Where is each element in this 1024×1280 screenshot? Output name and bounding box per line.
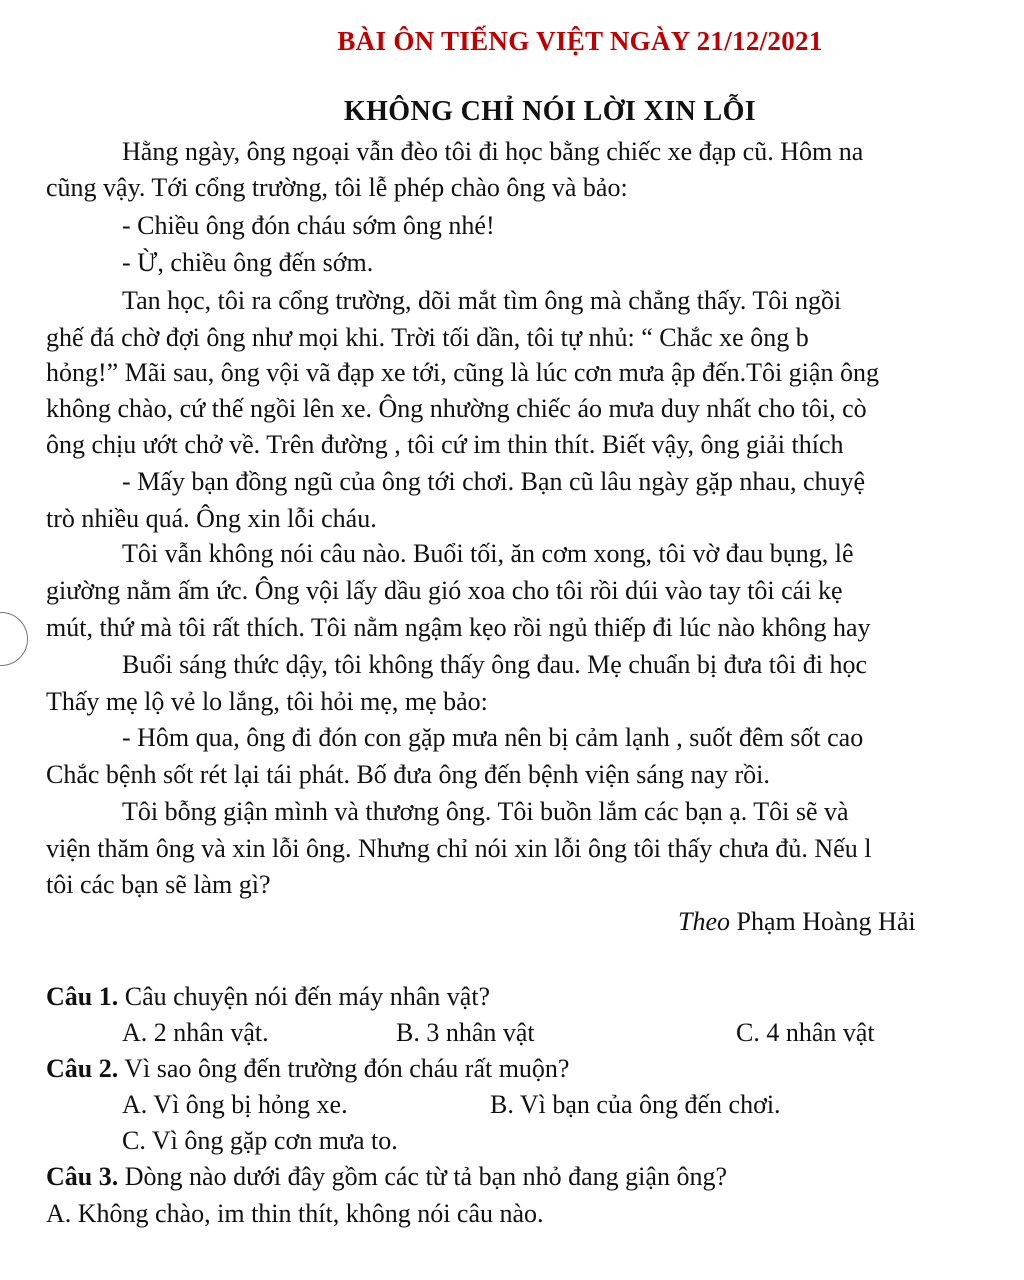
attribution-prefix: Theo [678,907,730,936]
question-2-option-b: B. Vì bạn của ông đến chơi. [490,1090,781,1119]
attribution-author: Phạm Hoàng Hải [730,907,916,936]
story-line: - Chiều ông đón cháu sớm ông nhé! [122,211,495,240]
binder-hole [0,612,28,666]
question-2-label: Câu 2. [46,1054,119,1083]
story-line: Buổi sáng thức dậy, tôi không thấy ông đau. Mẹ chuẩn bị đưa tôi đi học [122,650,867,679]
story-line: ông chịu ướt chở về. Trên đường , tôi cứ im thin thít. Biết vậy, ông giải thích [46,430,844,459]
question-1-text [46,980,490,1014]
story-line: Chắc bệnh sốt rét lại tái phát. Bố đưa ông đến bệnh viện sáng nay rồi. [46,760,770,789]
story-line: không chào, cứ thế ngồi lên xe. Ông nhường chiếc áo mưa duy nhất cho tôi, cò [46,394,867,423]
story-line: Tôi vẫn không nói câu nào. Buổi tối, ăn cơm xong, tôi vờ đau bụng, lê [122,539,854,568]
question-1-option-a: A. 2 nhân vật. [122,1018,269,1047]
story-line: ghế đá chờ đợi ông như mọi khi. Trời tối dần, tôi tự nhủ: “ Chắc xe ông b [46,323,809,352]
question-2-prompt: Vì sao ông đến trường đón cháu rất muộn? [118,1054,570,1083]
story-line: Tôi bỗng giận mình và thương ông. Tôi buồn lắm các bạn ạ. Tôi sẽ và [122,797,849,826]
lesson-title: BÀI ÔN TIẾNG VIỆT NGÀY 21/12/2021 [337,26,823,56]
question-3-prompt: Dòng nào dưới đây gồm các từ tả bạn nhỏ đang giận ông? [118,1162,727,1191]
story-line: Hằng ngày, ông ngoại vẫn đèo tôi đi học bằng chiếc xe đạp cũ. Hôm na [122,137,864,166]
story-line: giường nằm ấm ức. Ông vội lấy dầu gió xoa cho tôi rồi dúi vào tay tôi cái kẹ [46,576,843,605]
story-line: cũng vậy. Tới cổng trường, tôi lễ phép chào ông và bảo: [46,173,628,202]
story-line: - Mấy bạn đồng ngũ của ông tới chơi. Bạn cũ lâu ngày gặp nhau, chuyệ [122,467,866,496]
story-line: tôi các bạn sẽ làm gì? [46,870,271,899]
question-1-option-c: C. 4 nhân vật [736,1018,875,1047]
story-line: - Ừ, chiều ông đến sớm. [122,248,374,277]
question-2-option-a: A. Vì ông bị hỏng xe. [122,1090,348,1119]
question-3-text [46,1160,727,1194]
story-line: Tan học, tôi ra cổng trường, dõi mắt tìm ông mà chẳng thấy. Tôi ngồi [122,286,842,315]
story-line: Thấy mẹ lộ vẻ lo lắng, tôi hỏi mẹ, mẹ bảo: [46,687,488,716]
question-1-prompt: Câu chuyện nói đến máy nhân vật? [118,982,491,1011]
question-2-option-c: C. Vì ông gặp cơn mưa to. [122,1126,398,1155]
question-3-option-a: A. Không chào, im thin thít, không nói câu nào. [46,1199,544,1228]
story-title: KHÔNG CHỈ NÓI LỜI XIN LỖI [343,96,757,127]
question-3-label: Câu 3. [46,1162,119,1191]
story-line: - Hôm qua, ông đi đón con gặp mưa nên bị cảm lạnh , suốt đêm sốt cao [122,723,864,752]
story-line: viện thăm ông và xin lỗi ông. Nhưng chỉ nói xin lỗi ông tôi thấy chưa đủ. Nếu l [46,834,872,863]
attribution [678,905,916,939]
question-2-text [46,1052,569,1086]
story-line: hỏng!” Mãi sau, ông vội vã đạp xe tới, cũng là lúc cơn mưa ập đến.Tôi giận ông [46,358,879,387]
question-1-option-b: B. 3 nhân vật [396,1018,535,1047]
story-line: mút, thứ mà tôi rất thích. Tôi nằm ngậm kẹo rồi ngủ thiếp đi lúc nào không hay [46,613,871,642]
question-1-label: Câu 1. [46,982,119,1011]
story-line: trò nhiều quá. Ông xin lỗi cháu. [46,504,377,533]
